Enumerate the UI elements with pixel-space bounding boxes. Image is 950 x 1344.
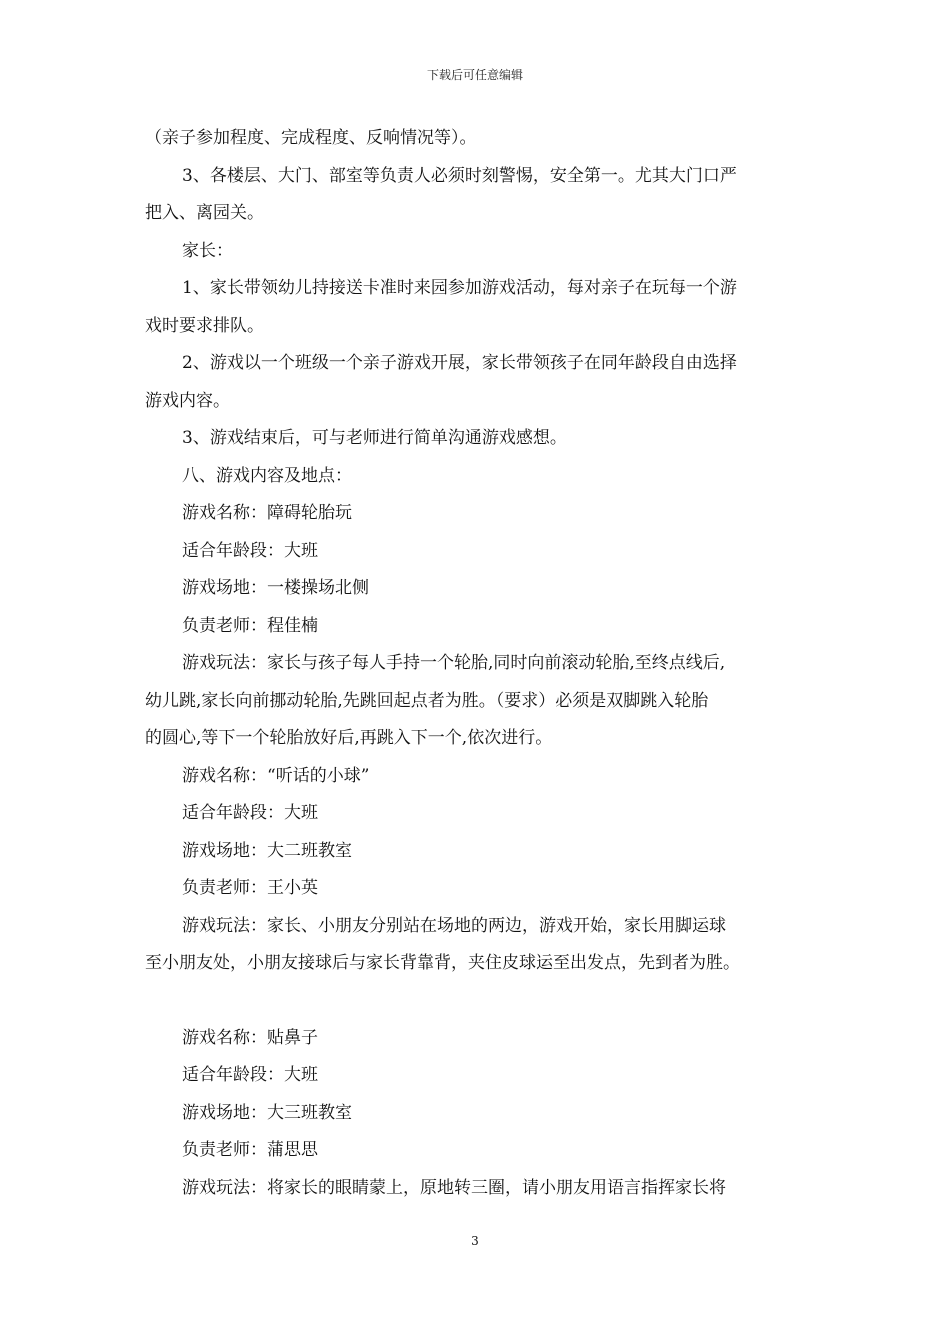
paragraph-line: 适合年龄段：大班 [182, 540, 318, 561]
paragraph-line: 游戏玩法：家长、小朋友分别站在场地的两边，游戏开始，家长用脚运球 [182, 915, 726, 936]
paragraph-line: 适合年龄段：大班 [182, 1065, 318, 1085]
page-number: 3 [471, 1234, 479, 1248]
paragraph-line: 1、家长带领幼儿持接送卡准时来园参加游戏活动，每对亲子在玩每一个游 [182, 278, 737, 298]
paragraph-line: 2、游戏以一个班级一个亲子游戏开展，家长带领孩子在同年龄段自由选择 [182, 353, 737, 373]
paragraph-line: 游戏名称：贴鼻子 [182, 1027, 318, 1048]
paragraph-line: 游戏名称：“听话的小球” [182, 765, 370, 786]
paragraph-line: 负责老师：程佳楠 [182, 615, 318, 636]
paragraph-line: 八、游戏内容及地点： [182, 465, 352, 486]
paragraph-line: 适合年龄段：大班 [182, 803, 318, 823]
paragraph-line: 3、各楼层、大门、部室等负责人必须时刻警惕，安全第一。尤其大门口严 [182, 165, 737, 186]
paragraph-line: 游戏名称：障碍轮胎玩 [182, 503, 352, 523]
document-body [145, 120, 810, 1207]
paragraph-line: 游戏场地：一楼操场北侧 [182, 578, 369, 598]
paragraph-line: 游戏内容。 [145, 390, 230, 411]
paragraph-line: 3、游戏结束后，可与老师进行简单沟通游戏感想。 [182, 428, 567, 448]
paragraph-line: 的圆心,等下一个轮胎放好后,再跳入下一个,依次进行。 [145, 728, 553, 748]
blank-line [145, 983, 810, 1020]
paragraph-line: 负责老师：蒲思思 [182, 1140, 318, 1160]
paragraph-line: 负责老师：王小英 [182, 878, 318, 898]
paragraph-line: 家长： [182, 240, 233, 261]
paragraph-line: 游戏玩法：将家长的眼睛蒙上，原地转三圈，请小朋友用语言指挥家长将 [182, 1177, 726, 1198]
paragraph-line: 把入、离园关。 [145, 203, 264, 223]
page-header: 下载后可任意编辑 [426, 68, 523, 82]
paragraph-line: 幼儿跳,家长向前挪动轮胎,先跳回起点者为胜。（要求）必须是双脚跳入轮胎 [145, 690, 709, 711]
paragraph-line: （亲子参加程度、完成程度、反响情况等）。 [145, 128, 477, 148]
paragraph-line: 戏时要求排队。 [145, 315, 264, 336]
paragraph-line: 游戏场地：大二班教室 [182, 840, 352, 861]
paragraph-line: 至小朋友处，小朋友接球后与家长背靠背，夹住皮球运至出发点，先到者为胜。 [145, 953, 740, 973]
paragraph-line: 游戏场地：大三班教室 [182, 1102, 352, 1123]
paragraph-line: 游戏玩法：家长与孩子每人手持一个轮胎,同时向前滚动轮胎,至终点线后, [182, 653, 726, 673]
